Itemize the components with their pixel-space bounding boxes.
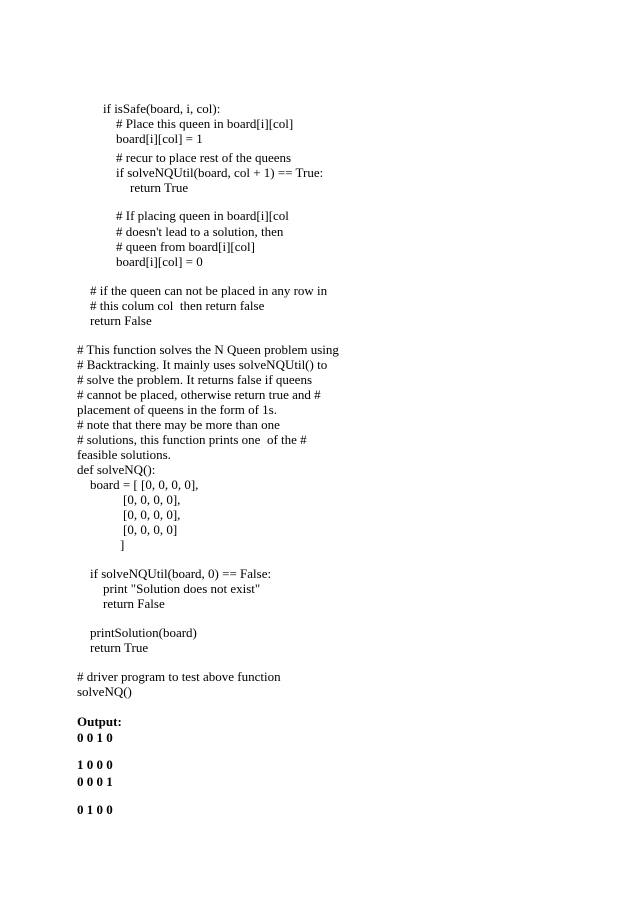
code-line: ]: [120, 537, 125, 552]
code-line: print "Solution does not exist": [103, 581, 261, 596]
code-line: # solve the problem. It returns false if queens: [77, 372, 313, 387]
code-line: [0, 0, 0, 0]: [123, 522, 178, 537]
output-row: 0 0 0 1: [77, 774, 113, 789]
output-row: 0 1 0 0: [77, 802, 113, 817]
code-line: # If placing queen in board[i][col: [116, 208, 289, 223]
code-line: # this colum col then return false: [90, 298, 265, 313]
code-line: if solveNQUtil(board, 0) == False:: [90, 566, 272, 581]
code-line: # Backtracking. It mainly uses solveNQUtil() to: [77, 357, 328, 372]
code-line: return True: [130, 180, 189, 195]
code-line: # Place this queen in board[i][col]: [116, 116, 294, 131]
code-line: [0, 0, 0, 0],: [123, 507, 181, 522]
code-line: board = [ [0, 0, 0, 0],: [90, 477, 199, 492]
code-line: # doesn't lead to a solution, then: [116, 224, 284, 239]
code-line: if solveNQUtil(board, col + 1) == True:: [116, 165, 324, 180]
code-line: printSolution(board): [90, 625, 197, 640]
code-line: # note that there may be more than one: [77, 417, 280, 432]
code-line: # queen from board[i][col]: [116, 239, 255, 254]
code-line: board[i][col] = 0: [116, 254, 203, 269]
code-line: [0, 0, 0, 0],: [123, 492, 181, 507]
code-line: feasible solutions.: [77, 447, 171, 462]
code-line: solveNQ(): [77, 684, 132, 699]
code-line: # solutions, this function prints one of the #: [77, 432, 307, 447]
code-line: return False: [103, 596, 165, 611]
code-line: # recur to place rest of the queens: [116, 150, 292, 165]
code-line: return True: [90, 640, 149, 655]
code-line: # cannot be placed, otherwise return true and #: [77, 387, 321, 402]
code-line: def solveNQ():: [77, 462, 156, 477]
code-line: if isSafe(board, i, col):: [103, 101, 221, 116]
code-line: # driver program to test above function: [77, 669, 281, 684]
code-line: board[i][col] = 1: [116, 131, 203, 146]
output-label: Output:: [77, 714, 122, 729]
code-line: return False: [90, 313, 152, 328]
code-line: # if the queen can not be placed in any row in: [90, 283, 328, 298]
code-line: placement of queens in the form of 1s.: [77, 402, 277, 417]
output-row: 1 0 0 0: [77, 757, 113, 772]
output-row: 0 0 1 0: [77, 730, 113, 745]
code-line: # This function solves the N Queen problem using: [77, 342, 339, 357]
